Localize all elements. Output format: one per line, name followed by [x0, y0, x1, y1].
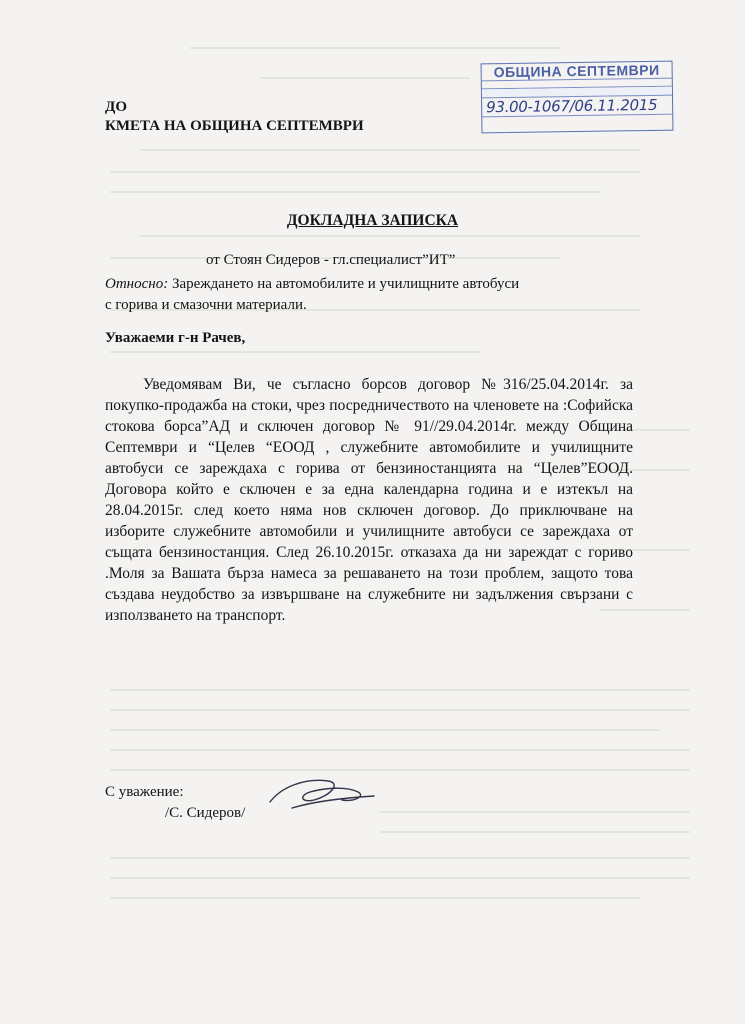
salutation: Уважаеми г-н Рачев,: [105, 330, 246, 346]
stamp-footer-line: [482, 115, 672, 125]
subject-label: Относно:: [105, 276, 169, 292]
registration-stamp: [481, 61, 674, 134]
subject-block: [105, 274, 519, 316]
subject-text-line-2: с горива и смазочни материали.: [105, 297, 307, 313]
body-paragraph: Уведомявам Ви, че съгласно борсов договор №316/25.04.2014г. за покупко-продажба на стоки, чрез посредничеството на членовете на :Софийска стокова борса”АД и сключен договор № 91//29.04.2014г. между Община Септември и “Целев “ЕООД , служебните автомобилите и училищните автобуси се зареждаха с горива от бензиностанцията на “Целев”ЕООД. Договора който е сключен е за една календарна година и е изтекъл на 28.04.2015г. след което няма нов сключен договор. До приключване на изборите служебните автомобили и училищните автобуси се зареждаха от същата бензиностанция. След 26.10.2015г. отказаха да ни зареждат с гориво .Моля за Вашата бърза намеса за решаването на този проблем, защото това създава неудобство за извършване на служебните ни задължения свързани с използването на транспорт.: [105, 376, 633, 624]
subject-text: Зареждането на автомобилите и училищните автобуси: [168, 276, 520, 292]
closing: С уважение:: [105, 784, 184, 800]
addressee-block: [105, 98, 364, 136]
signer-name: /С. Сидеров/: [165, 805, 246, 821]
sender-line: от Стоян Сидеров - гл.специалист”ИТ”: [206, 252, 456, 268]
addressee-line-1: ДО: [105, 99, 127, 115]
handwritten-signature: [262, 772, 382, 822]
stamp-org-name: ОБЩИНА СЕПТЕМВРИ: [482, 62, 672, 82]
addressee-line-2: КМЕТА НА ОБЩИНА СЕПТЕМВРИ: [105, 118, 364, 134]
stamp-registration-number: 93.00-1067/06.11.2015: [482, 96, 672, 118]
document-title: ДОКЛАДНА ЗАПИСКА: [286, 212, 459, 229]
